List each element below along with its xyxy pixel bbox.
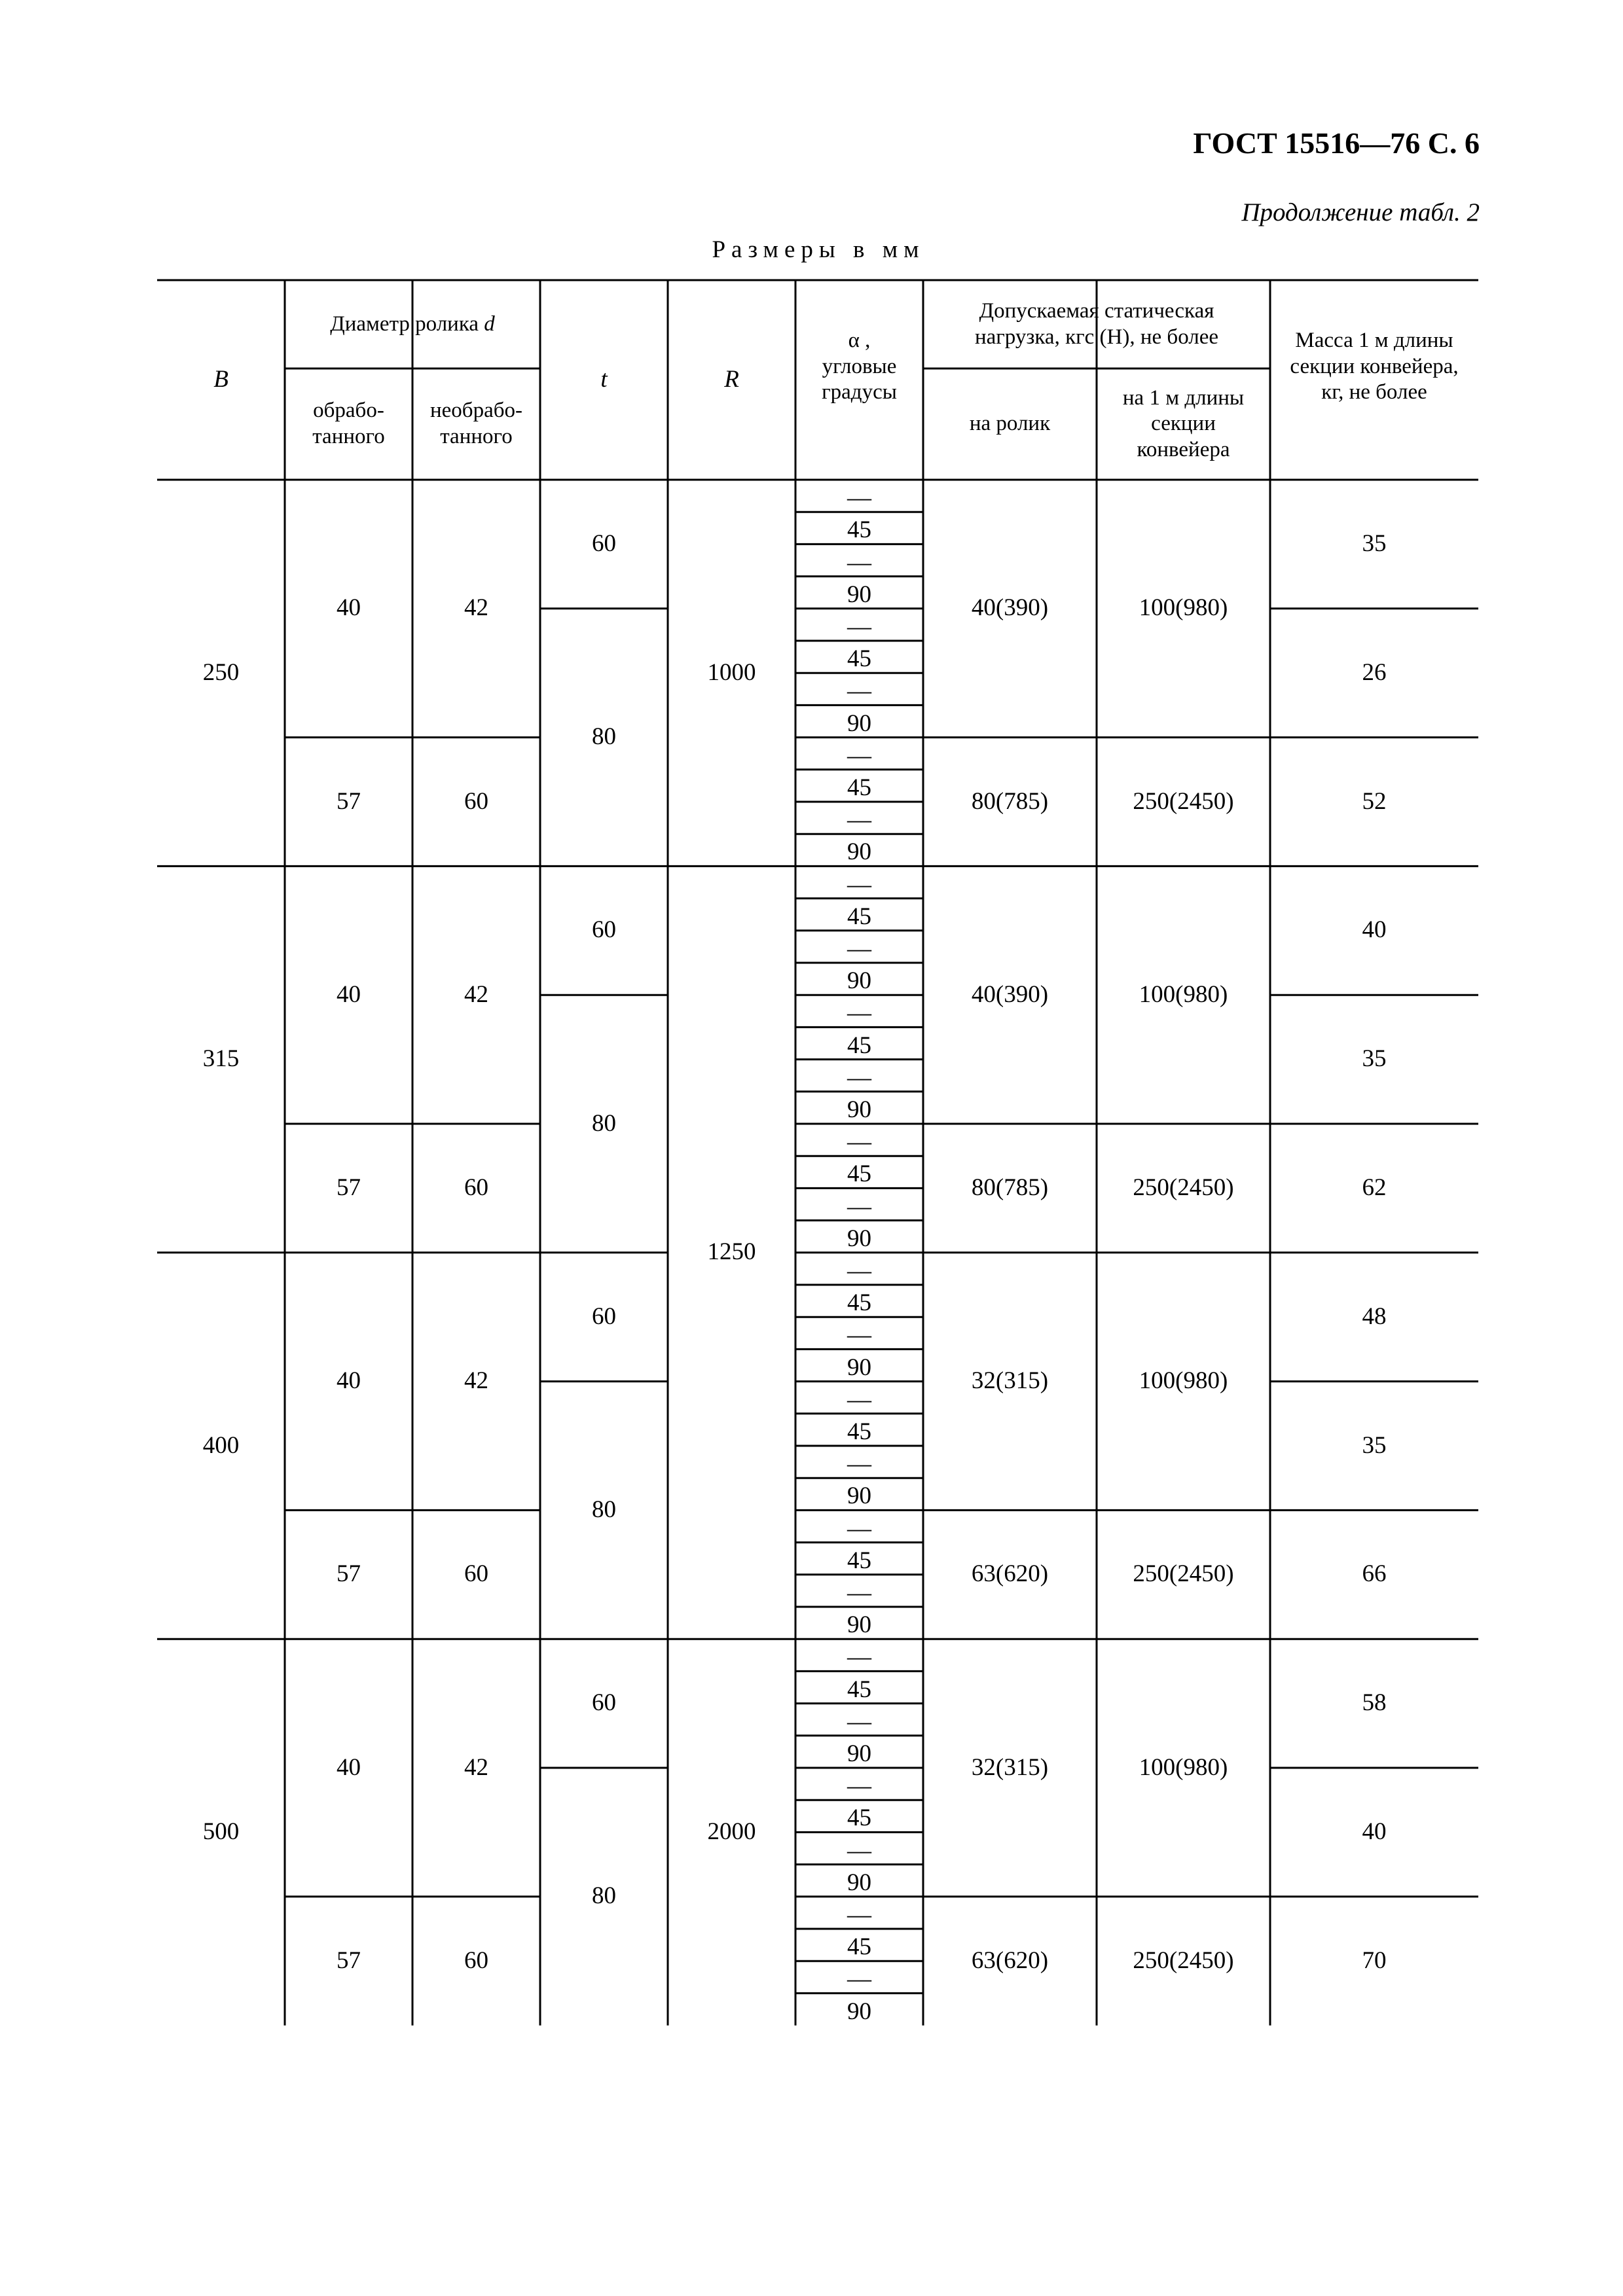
cell-t: 60	[592, 916, 616, 944]
header-unprocessed: необрабо- танного	[429, 399, 523, 448]
header-load-meter: на 1 м длины секции конвейера	[1122, 386, 1245, 461]
cell-mass: 35	[1362, 1431, 1387, 1459]
cell-alpha: 90	[847, 1096, 871, 1123]
cell-t: 80	[592, 723, 616, 751]
cell-alpha: —	[847, 1386, 871, 1413]
cell-alpha: —	[847, 1643, 871, 1671]
cell-t: 80	[592, 1496, 616, 1523]
cell-load-meter: 100(980)	[1139, 1753, 1228, 1781]
cell-load-roller: 80(785)	[971, 1174, 1049, 1201]
cell-t: 60	[592, 1689, 616, 1717]
cell-alpha: 90	[847, 1354, 871, 1381]
cell-alpha: 90	[847, 838, 871, 866]
header-load-roller: на ролик	[969, 412, 1051, 436]
cell-alpha: 90	[847, 709, 871, 737]
cell-alpha: —	[847, 1901, 871, 1928]
cell-alpha: 90	[847, 1998, 871, 2025]
cell-d-processed: 40	[337, 1367, 361, 1395]
header-processed: обрабо- танного	[312, 399, 385, 448]
cell-alpha: 45	[847, 1804, 871, 1832]
cell-load-meter: 250(2450)	[1133, 1946, 1234, 1974]
cell-t: 80	[592, 1882, 616, 1910]
header-load: Допускаемая статическая нагрузка, кгс (Н), не более	[974, 298, 1219, 349]
cell-load-roller: 63(620)	[971, 1560, 1049, 1588]
cell-alpha: 45	[847, 1160, 871, 1188]
cell-alpha: 45	[847, 1676, 871, 1703]
cell-d-processed: 40	[337, 594, 361, 622]
cell-d-processed: 40	[337, 1753, 361, 1781]
cell-alpha: 45	[847, 1031, 871, 1059]
cell-load-roller: 32(315)	[971, 1753, 1049, 1781]
cell-b: 315	[202, 1045, 240, 1073]
cell-alpha: —	[847, 999, 871, 1027]
cell-d-unprocessed: 60	[464, 787, 488, 815]
cell-d-processed: 40	[337, 980, 361, 1008]
header-b: B	[213, 366, 228, 393]
cell-load-roller: 32(315)	[971, 1367, 1049, 1395]
cell-mass: 66	[1362, 1560, 1387, 1588]
cell-alpha: —	[847, 870, 871, 898]
cell-alpha: 90	[847, 1611, 871, 1639]
cell-alpha: 45	[847, 903, 871, 930]
header-t: t	[600, 366, 608, 393]
cell-alpha: —	[847, 1837, 871, 1864]
cell-load-roller: 80(785)	[971, 787, 1049, 815]
cell-d-unprocessed: 42	[464, 594, 488, 622]
cell-d-unprocessed: 42	[464, 1753, 488, 1781]
cell-mass: 26	[1362, 658, 1387, 686]
header-mass: Масса 1 м длины секции конвейера, кг, не более	[1290, 329, 1459, 404]
cell-alpha: —	[847, 1193, 871, 1220]
header-diameter: Диаметр ролика d	[330, 312, 495, 336]
cell-d-processed: 57	[337, 1560, 361, 1588]
cell-d-processed: 57	[337, 1946, 361, 1974]
cell-mass: 70	[1362, 1946, 1387, 1974]
cell-alpha: 45	[847, 645, 871, 673]
cell-alpha: 90	[847, 1482, 871, 1510]
cell-alpha: —	[847, 548, 871, 576]
cell-alpha: —	[847, 1579, 871, 1606]
cell-alpha: 90	[847, 1869, 871, 1896]
cell-mass: 48	[1362, 1302, 1387, 1330]
cell-alpha: 45	[847, 1547, 871, 1574]
cell-mass: 40	[1362, 916, 1387, 944]
cell-alpha: 45	[847, 1933, 871, 1961]
cell-alpha: 45	[847, 516, 871, 544]
cell-alpha: —	[847, 1772, 871, 1800]
cell-alpha: 90	[847, 1225, 871, 1252]
cell-b: 250	[202, 658, 240, 686]
cell-d-processed: 57	[337, 787, 361, 815]
cell-mass: 52	[1362, 787, 1387, 815]
cell-alpha: —	[847, 484, 871, 512]
cell-r: 2000	[707, 1818, 756, 1845]
cell-alpha: —	[847, 677, 871, 705]
cell-load-meter: 100(980)	[1139, 1367, 1228, 1395]
cell-r: 1000	[707, 658, 756, 686]
cell-alpha: —	[847, 1257, 871, 1284]
table-continuation: Продолжение табл. 2	[1241, 198, 1480, 226]
cell-load-roller: 40(390)	[971, 594, 1049, 622]
cell-alpha: —	[847, 935, 871, 962]
cell-d-unprocessed: 60	[464, 1560, 488, 1588]
cell-alpha: 45	[847, 1289, 871, 1317]
cell-mass: 35	[1362, 1045, 1387, 1073]
cell-alpha: —	[847, 1450, 871, 1478]
cell-t: 60	[592, 1302, 616, 1330]
cell-load-meter: 250(2450)	[1133, 1560, 1234, 1588]
cell-mass: 58	[1362, 1689, 1387, 1717]
cell-alpha: —	[847, 1965, 871, 1993]
cell-b: 500	[202, 1818, 240, 1845]
cell-alpha: —	[847, 742, 871, 769]
cell-alpha: —	[847, 1128, 871, 1156]
cell-d-unprocessed: 60	[464, 1946, 488, 1974]
cell-alpha: —	[847, 1064, 871, 1091]
doc-code: ГОСТ 15516—76 С. 6	[1193, 126, 1480, 160]
cell-alpha: 90	[847, 581, 871, 608]
cell-alpha: —	[847, 806, 871, 834]
cell-load-meter: 250(2450)	[1133, 1174, 1234, 1201]
cell-d-unprocessed: 42	[464, 980, 488, 1008]
cell-d-unprocessed: 42	[464, 1367, 488, 1395]
cell-alpha: 90	[847, 1740, 871, 1767]
cell-alpha: —	[847, 1708, 871, 1735]
cell-alpha: —	[847, 1321, 871, 1349]
cell-b: 400	[202, 1431, 240, 1459]
header-r: R	[724, 366, 739, 393]
cell-load-roller: 40(390)	[971, 980, 1049, 1008]
cell-load-meter: 250(2450)	[1133, 787, 1234, 815]
cell-alpha: 45	[847, 774, 871, 801]
header-alpha: α , угловые градусы	[822, 329, 897, 404]
cell-load-roller: 63(620)	[971, 1946, 1049, 1974]
cell-load-meter: 100(980)	[1139, 594, 1228, 622]
cell-d-unprocessed: 60	[464, 1174, 488, 1201]
cell-load-meter: 100(980)	[1139, 980, 1228, 1008]
units-caption: Размеры в мм	[712, 236, 925, 263]
cell-mass: 35	[1362, 529, 1387, 557]
cell-mass: 62	[1362, 1174, 1387, 1201]
cell-r: 1250	[707, 1238, 756, 1266]
cell-alpha: 90	[847, 967, 871, 995]
cell-t: 60	[592, 529, 616, 557]
cell-t: 80	[592, 1109, 616, 1137]
cell-alpha: —	[847, 1515, 871, 1542]
cell-mass: 40	[1362, 1818, 1387, 1845]
cell-alpha: 45	[847, 1418, 871, 1445]
cell-d-processed: 57	[337, 1174, 361, 1201]
cell-alpha: —	[847, 613, 871, 640]
